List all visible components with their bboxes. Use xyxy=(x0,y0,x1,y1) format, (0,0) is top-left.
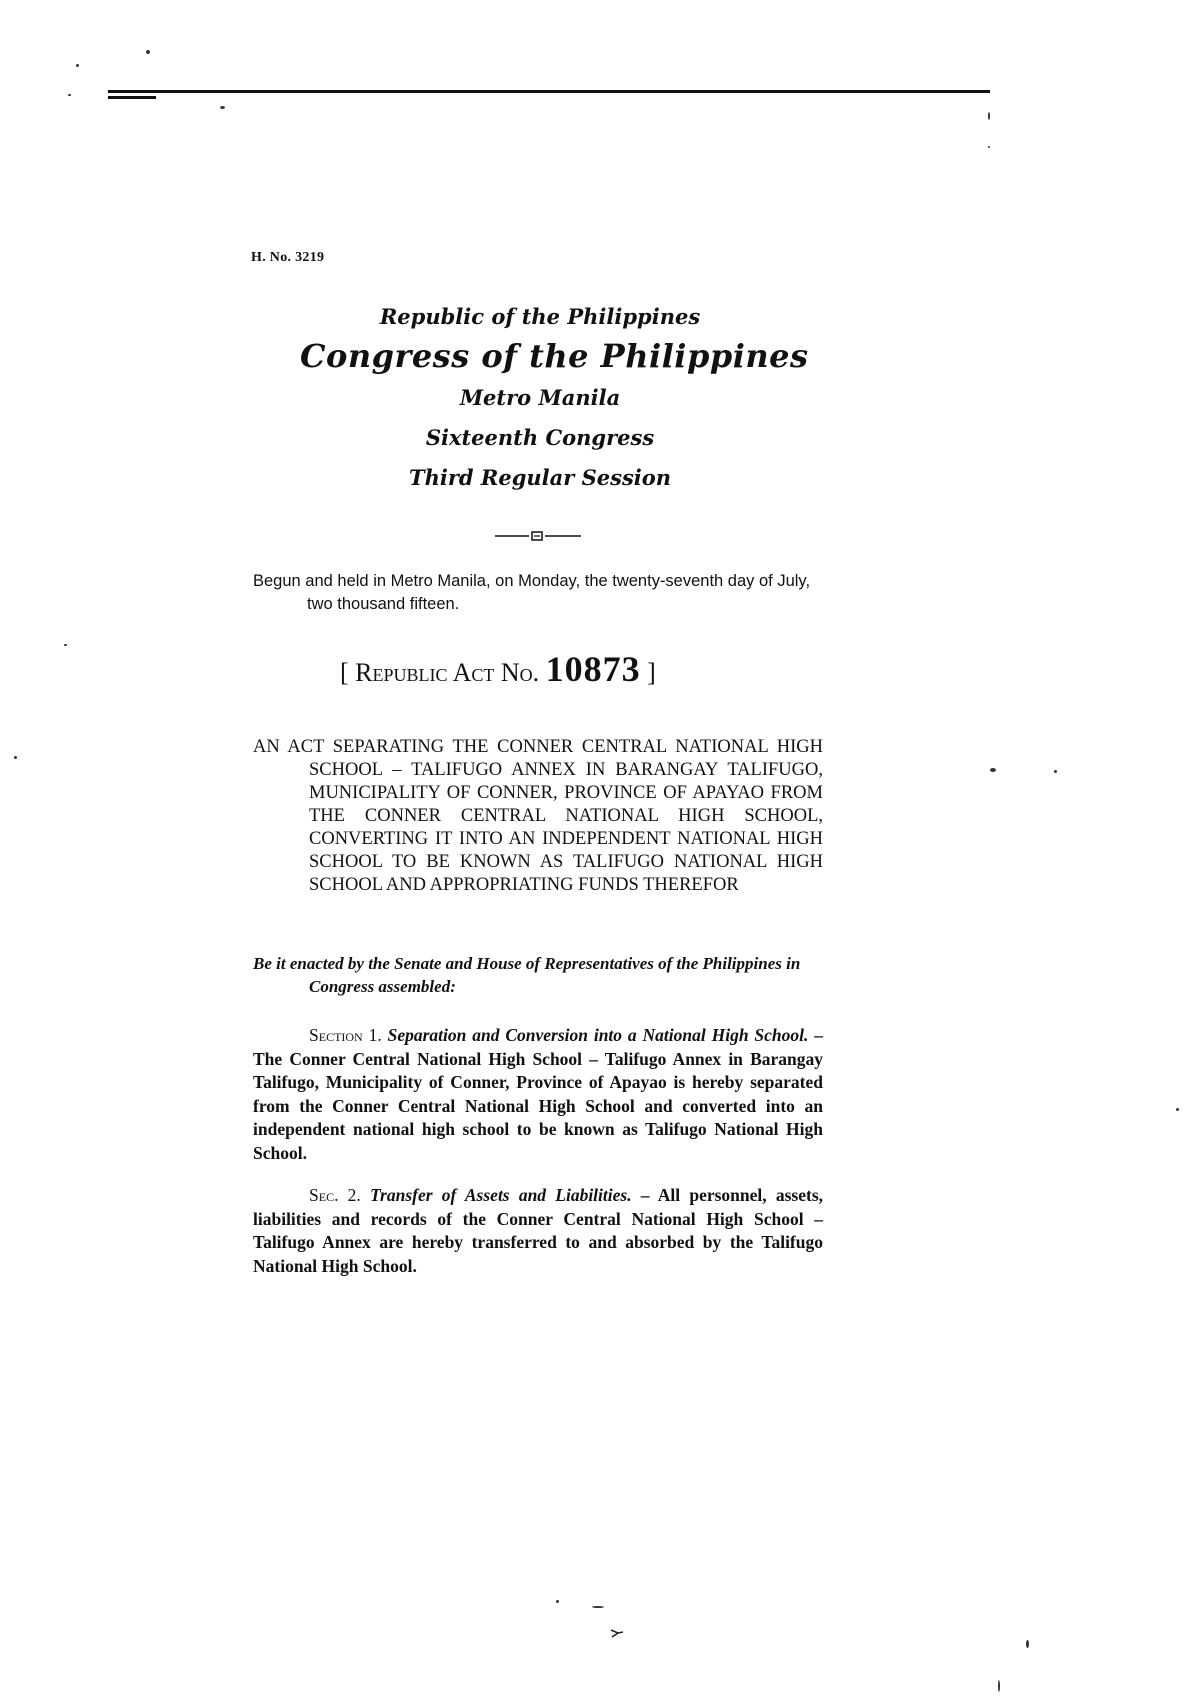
scan-speck xyxy=(592,1606,604,1608)
header-republic: Republic of the Philippines xyxy=(379,304,701,329)
scan-speck xyxy=(556,1600,559,1603)
section-1 xyxy=(253,1024,823,1165)
scan-speck xyxy=(1054,770,1057,773)
scan-speck xyxy=(988,146,990,148)
act-caption: AN ACT SEPARATING THE CONNER CENTRAL NATIONAL HIGH SCHOOL – TALIFUGO ANNEX IN BARANGAY TALIFUGO, MUNICIPALITY OF CONNER, PROVINCE OF APAYAO FROM THE CONNER CENTRAL NATIONAL HIGH SCHOOL, CONVERTING IT INTO AN INDEPENDENT NATIONAL HIGH SCHOOL TO BE KNOWN AS TALIFUGO NATIONAL HIGH SCHOOL AND APPROPRIATING FUNDS THEREFOR xyxy=(253,737,823,895)
act-close-bracket: ] xyxy=(647,658,656,687)
scan-speck xyxy=(220,106,225,109)
scan-speck xyxy=(998,1680,1000,1692)
section-label: Section 1. xyxy=(309,1025,382,1045)
bill-number: H. No. 3219 xyxy=(251,250,325,265)
ornament-divider xyxy=(495,530,581,542)
scan-speck xyxy=(146,50,150,54)
section-body: – All personnel, assets, liabilities and records of the Conner Central National High School – Talifugo Annex are hereby transferred to and absorbed by the Talifugo National High School. xyxy=(253,1185,824,1276)
header-session: Third Regular Session xyxy=(408,465,672,490)
scan-speck xyxy=(64,644,67,646)
section-heading: Transfer of Assets and Liabilities. xyxy=(370,1185,632,1205)
act-number: 10873 xyxy=(545,649,641,689)
act-open-bracket: [ xyxy=(340,658,349,687)
section-label: Sec. 2. xyxy=(309,1185,361,1205)
top-rule xyxy=(108,90,990,93)
header-congress-number: Sixteenth Congress xyxy=(425,425,655,450)
act-title xyxy=(340,648,656,690)
section-2 xyxy=(253,1184,823,1278)
begun-statement: Begun and held in Metro Manila, on Monday, the twenty-seventh day of July, two thousand fifteen. xyxy=(253,572,811,613)
scan-speck xyxy=(1026,1640,1029,1648)
header-congress: Congress of the Philippines xyxy=(300,337,809,375)
document-header xyxy=(300,300,809,498)
top-rule-fragment xyxy=(108,96,156,99)
scan-speck xyxy=(68,94,71,96)
scan-speck xyxy=(76,64,79,67)
scan-speck xyxy=(990,768,996,772)
section-heading: Separation and Conversion into a National High School. xyxy=(387,1025,809,1045)
header-location: Metro Manila xyxy=(459,385,621,410)
scan-speck xyxy=(988,112,990,120)
enacting-clause: Be it enacted by the Senate and House of Representatives of the Philippines in Congress assembled: xyxy=(253,954,801,996)
scan-speck xyxy=(14,756,17,759)
act-label: Republic Act No. xyxy=(355,658,540,687)
section-body: – The Conner Central National High School – Talifugo Annex in Barangay Talifugo, Municipality of Conner, Province of Apayao is hereby separated from the Conner Central National High School and converted into an independent national high school to be known as Talifugo National High School. xyxy=(253,1025,824,1163)
scan-speck xyxy=(1176,1108,1179,1111)
footer-scan-mark xyxy=(610,1628,624,1638)
